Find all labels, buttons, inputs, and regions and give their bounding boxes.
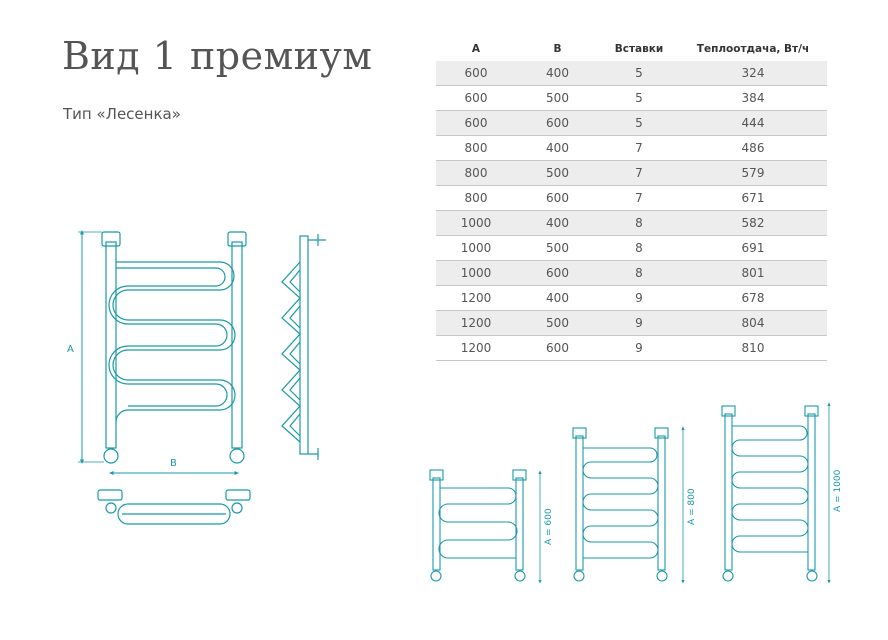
table-cell: 579 [679,161,827,186]
table-cell: 671 [679,186,827,211]
table-cell: 324 [679,61,827,86]
medium-left-riser [576,436,583,570]
bottom-right-connector [230,449,244,463]
table-cell: 8 [599,211,679,236]
dimension-a-label: A [67,344,74,355]
top-left-valve [102,232,120,246]
large-bottom-right-connector [807,571,817,581]
large-coil [732,426,808,552]
table-cell: 600 [436,111,516,136]
column-header-inserts: Вставки [614,42,664,55]
table-cell: 500 [516,161,599,186]
table-cell: 500 [516,236,599,261]
table-cell: 500 [516,311,599,336]
top-view-right-connector [232,503,242,513]
large-variant-drawing [722,404,829,582]
table-cell: 5 [599,111,679,136]
table-cell: 400 [516,286,599,311]
main-front-view-drawing [102,232,246,463]
table-cell: 1000 [436,236,516,261]
small-coil [439,488,517,558]
table-cell: 691 [679,236,827,261]
dimension-b [111,458,237,473]
large-left-riser [725,414,732,570]
dimension-a [67,232,104,462]
top-right-valve [228,232,246,246]
dimension-b-label: B [170,458,177,469]
medium-bottom-right-connector [657,571,667,581]
table-cell: 400 [516,136,599,161]
table-cell: 1200 [436,311,516,336]
table-cell: 1200 [436,336,516,361]
table-cell: 582 [679,211,827,236]
table-cell: 1200 [436,286,516,311]
table-cell: 400 [516,61,599,86]
table-cell: 9 [599,336,679,361]
large-bottom-left-connector [723,571,733,581]
table-cell: 7 [599,161,679,186]
table-cell: 600 [516,186,599,211]
table-cell: 5 [599,61,679,86]
table-cell: 600 [516,336,599,361]
top-view-left-connector [106,503,116,513]
side-bottom-valve [308,448,318,460]
table-cell: 810 [679,336,827,361]
table-cell: 400 [516,211,599,236]
column-header-heat-output: Теплоотдача, Вт/ч [696,42,810,55]
medium-bottom-left-connector [574,571,584,581]
bottom-left-connector [104,449,118,463]
table-cell: 9 [599,311,679,336]
table-cell: 678 [679,286,827,311]
small-variant-drawing [430,470,540,582]
table-cell: 500 [516,86,599,111]
page-title: Вид 1 премиум [62,34,373,78]
page-subtitle: Тип «Лесенка» [63,105,181,123]
table-cell: 800 [436,161,516,186]
small-right-riser [516,478,523,570]
medium-coil [583,448,658,558]
table-cell: 600 [436,86,516,111]
side-riser [300,236,308,454]
table-cell: 8 [599,236,679,261]
table-cell: 9 [599,286,679,311]
medium-right-riser [658,436,665,570]
table-cell: 1000 [436,211,516,236]
table-cell: 444 [679,111,827,136]
medium-variant-drawing [573,428,683,582]
large-right-riser [808,414,815,570]
serpentine-coil-inner [109,268,227,406]
table-cell: 5 [599,86,679,111]
side-view-drawing [282,234,326,460]
medium-variant-label: A = 800 [687,488,697,525]
side-top-valve [308,234,326,246]
column-header-a: A [471,42,481,55]
top-view-right-valve [226,490,250,500]
table-cell: 600 [516,261,599,286]
large-variant-label: A = 1000 [833,469,843,512]
top-view-drawing [98,490,250,524]
small-bottom-left-connector [431,571,441,581]
top-view-left-valve [98,490,122,500]
table-cell: 600 [436,61,516,86]
table-cell: 486 [679,136,827,161]
left-riser [106,242,116,448]
table-cell: 1000 [436,261,516,286]
table-cell: 7 [599,136,679,161]
table-cell: 800 [436,136,516,161]
column-header-b: B [553,42,562,55]
table-cell: 600 [516,111,599,136]
table-cell: 7 [599,186,679,211]
table-cell: 804 [679,311,827,336]
small-left-riser [433,478,440,570]
table-cell: 8 [599,261,679,286]
table-cell: 801 [679,261,827,286]
table-cell: 384 [679,86,827,111]
small-bottom-right-connector [515,571,525,581]
table-cell: 800 [436,186,516,211]
small-variant-label: A = 600 [544,508,554,545]
